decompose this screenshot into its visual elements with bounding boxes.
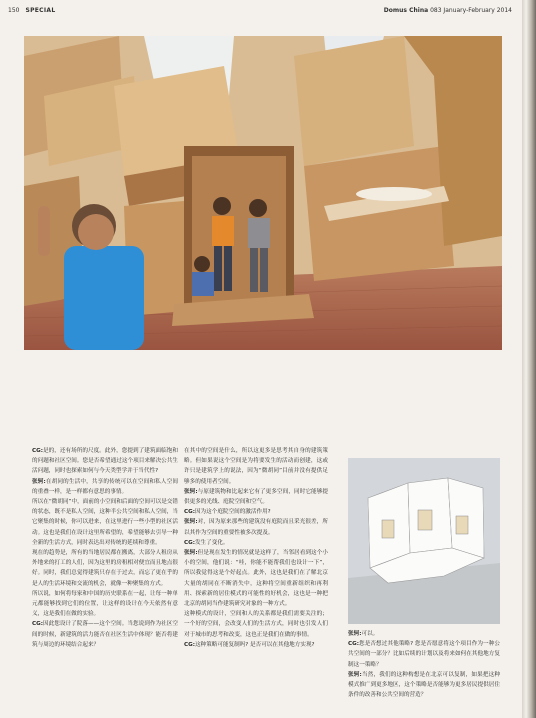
paragraph-text: 在胡同的生活中，共享的传统可以在空间和私人空间的重叠一样，是一样都有意思的事情。 xyxy=(32,478,178,495)
paragraph-text: 这种策略可能复制吗? 是否可以在其他地方实现? xyxy=(194,641,315,648)
speaker-label: 张轲: xyxy=(348,671,362,678)
speaker-label: CG: xyxy=(348,641,359,648)
paragraph xyxy=(184,538,328,548)
model-photo xyxy=(348,458,500,624)
paragraph xyxy=(184,640,328,650)
paragraph xyxy=(32,446,178,477)
paragraph xyxy=(32,589,178,620)
paragraph-text: 在其中的空间是什么，所以这更多是思考其自身的建筑策略。但如果说这个空间是为将要发生的活动而创建，这或许只是建筑学上的说法，因为“微胡同”目前并没有提供足够多的使用者空间。 xyxy=(184,448,328,485)
page-spine-shadow xyxy=(522,0,536,718)
paragraph-text: 这种模式的设计，空间和人的关系都是我们需要关注的；一个好的空间，会改变人们的生活方式，同时也引发人们对于城市的思考和改变，这也正是我们在做的事情。 xyxy=(184,611,328,638)
main-photo xyxy=(24,36,502,350)
speaker-label: CG: xyxy=(184,509,195,516)
paragraph-text: 因此您设计了院落——这个空间。当您说到作为社区空间的时候，新建筑的活力能否在社区生活中体现？能否将建筑与周边的环境结合起来？ xyxy=(32,621,178,648)
speaker-label: CG: xyxy=(32,621,43,628)
speaker-label: 张轲: xyxy=(348,631,362,637)
model-photo-illustration xyxy=(348,458,500,624)
paragraph-text: 您是否想过其他策略? 您是否愿意将这个项目作为一种公共空间的一部分？比如后续的计划以及将来如何在其他地方复制这一策略？ xyxy=(348,641,500,668)
paragraph-text: 可以。 xyxy=(361,631,379,637)
paragraph-text: 发生了变化。 xyxy=(194,539,229,546)
speaker-label: 张轲: xyxy=(184,488,198,495)
page-header xyxy=(8,7,512,19)
paragraph xyxy=(348,629,500,639)
paragraph xyxy=(348,639,500,670)
speaker-label: CG: xyxy=(184,641,195,648)
page-number: 150 xyxy=(8,7,20,14)
text-column-3 xyxy=(348,629,500,700)
speaker-label: 张轲: xyxy=(32,478,46,485)
main-photo-illustration xyxy=(24,36,502,350)
paragraph-text: 所以在“微胡同”中，面前的小空间和后面的空间可以是交错的状态，既不是私人空间，这种半公共空间和私人空间，当它聚集的时候，你可以进来，在这里进行一些小型的社区活动。这也是我们在设计这里所希望的，希望能够去引导一种全新的生活方式，同时表达出对传统的延续和尊重。 xyxy=(32,499,178,546)
header-left xyxy=(8,7,55,14)
speaker-label: CG: xyxy=(32,448,43,454)
paragraph xyxy=(184,548,328,609)
magazine-name: Domus China xyxy=(383,7,429,14)
paragraph xyxy=(184,446,328,487)
paragraph-text: 现在的趋势是，所有的当地居民都在搬离，大部分人租房从外地来的打工的人们，因为这里的房租相对便宜而且地点很好。同时，我们总觉得建筑只存在于过去，而忘了更在乎的是人的生活环境和交流的机会，就像一种聚集的方式。 xyxy=(32,550,178,587)
paragraph xyxy=(184,487,328,507)
section-label: SPECIAL xyxy=(25,7,56,14)
text-column-1 xyxy=(32,446,178,650)
paragraph xyxy=(32,477,178,497)
paragraph-text: 但是现在发生的情况就是这样了，当邻居看到这个小小的空间，他们说：“哇，你能不能帮我们也设计一下”，所以我觉得这是个好起点。此外，这也是我们在了解北京大量的胡同在不断消失中，这种将空间重新组织和再利用、探索新的居住模式的可能性的好机会，这也是一种把北京的胡同当作建筑研究对象的一种方式。 xyxy=(184,550,328,608)
paragraph-text: 因为这个庭院空间的激活作用? xyxy=(194,509,271,516)
paragraph-text: 是的，还有场所的尺度。此外，您提到了建筑面临饱和的问题和社区空间。您是否希望通过这个项目来解决公共生活问题，同时也探索如何与今天类型学并于当代性? xyxy=(32,448,178,475)
speaker-label: 张轲: xyxy=(184,550,198,557)
paragraph xyxy=(32,548,178,589)
issue-label: 083 January-February 2014 xyxy=(430,7,512,14)
paragraph xyxy=(348,670,500,701)
paragraph xyxy=(32,619,178,650)
paragraph xyxy=(184,609,328,640)
text-column-2 xyxy=(184,446,328,650)
header-right xyxy=(384,7,512,14)
speaker-label: 张轲: xyxy=(184,519,198,526)
paragraph xyxy=(184,507,328,517)
speaker-label: CG: xyxy=(184,539,195,546)
paragraph-text: 对，因为原来那些的建筑没有庭院而且采光很差，所以其作为空间的重要性被多次提及。 xyxy=(184,519,328,536)
paragraph xyxy=(32,497,178,548)
paragraph xyxy=(184,517,328,537)
paragraph-text: 与原建筑物和比起来它有了更多空间，同时它能够提供更多的光线、庭院空间和空气。 xyxy=(184,488,328,506)
paragraph-text: 当然，我们的这种构想是在北京可以复制，如果把这种模式推广到更多地区，这个策略是否能够为更多居民提供居住条件的改善和公共空间的营造？ xyxy=(348,671,500,699)
paragraph-text: 所以说，如何将每家和中国的历史联系在一起，让每一种单元都能够找到它们的位置，让这样的设计在今天依然有意义，这是我们在做的实验。 xyxy=(32,590,178,618)
